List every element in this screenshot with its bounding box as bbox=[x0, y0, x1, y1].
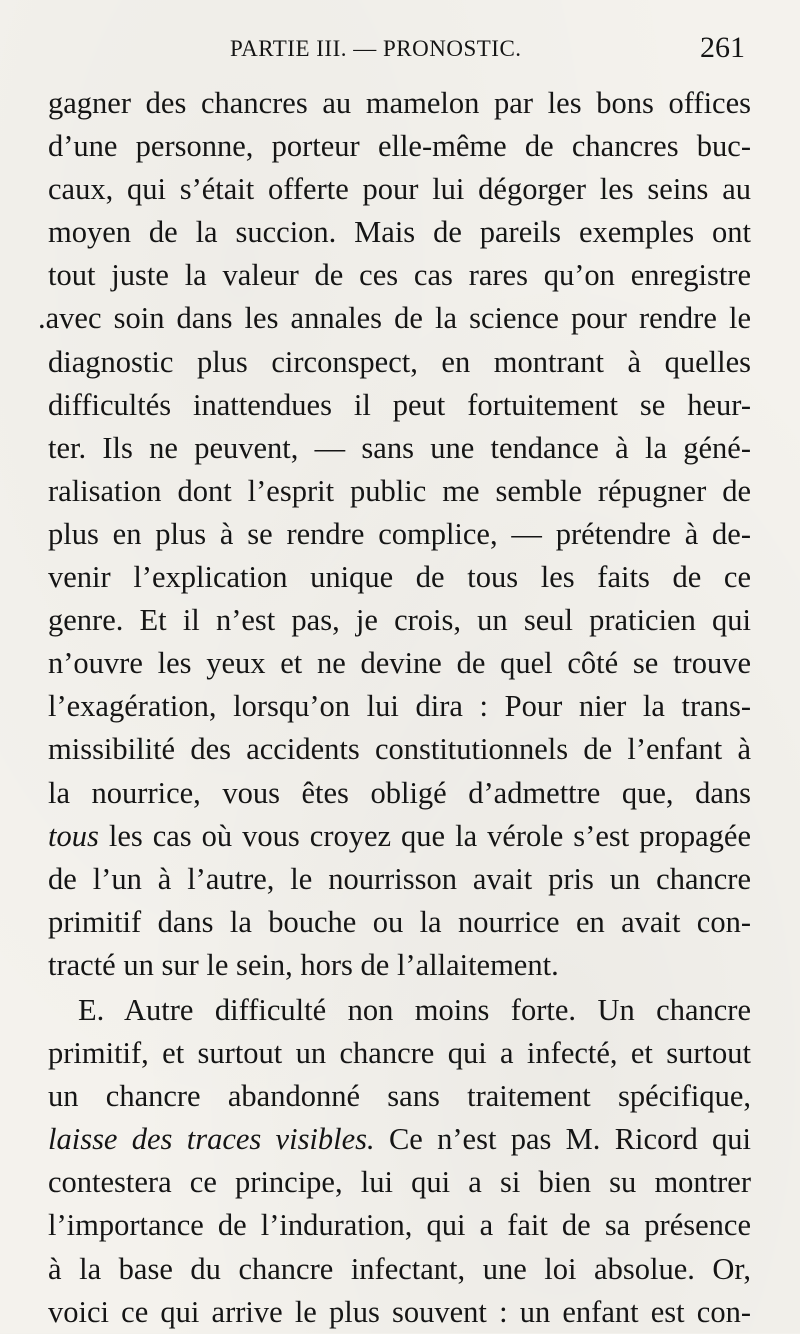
text-line: difficultés inattendues il peut fortuitement se heur- bbox=[48, 387, 751, 422]
text-line: de l’un à l’autre, le nourrisson avait pris un chancre bbox=[48, 861, 751, 896]
italic-word: tous bbox=[48, 818, 99, 853]
running-head: PARTIE III. — PRONOSTIC. bbox=[230, 36, 522, 61]
text-line: .avec soin dans les annales de la science pour rendre le bbox=[38, 301, 751, 336]
text-line: voici ce qui arrive le plus souvent : un enfant est con- bbox=[48, 1294, 751, 1329]
text-line: d’une personne, porteur elle-même de chancres buc- bbox=[48, 129, 751, 164]
text-line: moyen de la succion. Mais de pareils exemples ont bbox=[48, 215, 751, 250]
text-line: tracté un sur le sein, hors de l’allaitement. bbox=[48, 947, 559, 982]
text-line: caux, qui s’était offerte pour lui dégorger les seins au bbox=[48, 172, 751, 207]
text-line: contestera ce principe, lui qui a si bien su montrer bbox=[48, 1165, 751, 1200]
text-line: un chancre abandonné sans traitement spécifique, bbox=[48, 1079, 751, 1114]
text-line: ter. Ils ne peuvent, — sans une tendance à la géné- bbox=[48, 430, 751, 465]
text-line: à la base du chancre infectant, une loi absolue. Or, bbox=[48, 1251, 751, 1286]
body-text bbox=[38, 82, 751, 1334]
text-line: primitif dans la bouche ou la nourrice en avait con- bbox=[48, 904, 751, 939]
text-line: gagner des chancres au mamelon par les bons offices bbox=[48, 86, 751, 120]
text-line: la nourrice, vous êtes obligé d’admettre que, dans bbox=[48, 775, 751, 810]
text-line bbox=[48, 1118, 751, 1161]
text-line: plus en plus à se rendre complice, — prétendre à de- bbox=[48, 516, 751, 551]
text-line: primitif, et surtout un chancre qui a infecté, et surtout bbox=[48, 1036, 751, 1071]
paragraph-2 bbox=[48, 989, 751, 1334]
text-fragment: les cas où vous croyez que la vérole s’est propagée bbox=[98, 818, 751, 853]
text-line: ralisation dont l’esprit public me semble répugner de bbox=[48, 473, 751, 508]
text-line: n’ouvre les yeux et ne devine de quel côté se trouve bbox=[48, 646, 751, 681]
text-line: genre. Et il n’est pas, je crois, un seul praticien qui bbox=[48, 603, 751, 638]
text-fragment: Ce n’est pas M. Ricord qui bbox=[374, 1122, 751, 1157]
text-line: E. Autre difficulté non moins forte. Un chancre bbox=[78, 992, 751, 1027]
text-line: missibilité des accidents constitutionnels de l’enfant à bbox=[48, 732, 751, 767]
text-line: diagnostic plus circonspect, en montrant à quelles bbox=[48, 344, 751, 379]
text-line: venir l’explication unique de tous les faits de ce bbox=[48, 560, 751, 595]
italic-phrase: laisse des traces visibles. bbox=[48, 1122, 375, 1157]
page-number: 261 bbox=[700, 31, 745, 64]
paragraph-1 bbox=[38, 82, 751, 987]
text-line bbox=[48, 815, 751, 858]
text-line: l’exagération, lorsqu’on lui dira : Pour nier la trans- bbox=[48, 689, 751, 724]
text-line: tout juste la valeur de ces cas rares qu’on enregistre bbox=[48, 258, 751, 293]
text-line: l’importance de l’induration, qui a fait de sa présence bbox=[48, 1208, 751, 1243]
